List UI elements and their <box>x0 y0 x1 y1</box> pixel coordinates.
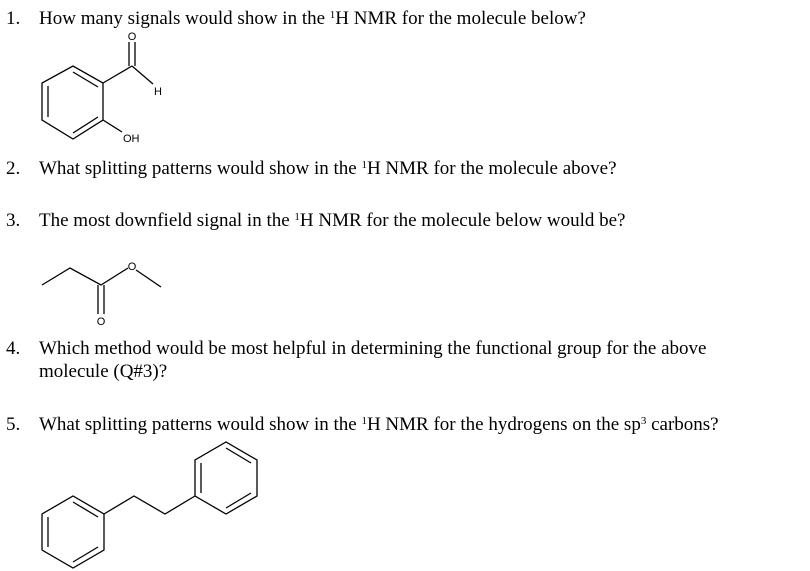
ester-oxygen-label: O <box>127 261 137 273</box>
benzene-ring <box>42 66 103 139</box>
ring-inner-bond <box>73 502 98 517</box>
ester-structure <box>42 261 161 328</box>
ring-inner-bond <box>73 547 98 562</box>
question-text-end: H NMR for the molecule below? <box>335 8 586 29</box>
hydrogen-label: H <box>154 86 162 98</box>
question-number: 1. <box>6 8 21 29</box>
superscript: 1 <box>294 211 300 223</box>
bond-ring-to-oh <box>103 120 122 132</box>
question-text-start: What splitting patterns would show in the <box>39 158 362 179</box>
question-text-line1: Which method would be most helpful in determining the functional group for the above <box>39 338 707 359</box>
superscript-3: 3 <box>640 415 647 427</box>
bibenzyl-structure <box>42 442 257 568</box>
question-number: 2. <box>6 158 21 179</box>
question-text-start: How many signals would show in the <box>39 8 330 29</box>
question-text-start: The most downfield signal in the <box>39 210 295 231</box>
superscript: 1 <box>361 415 367 427</box>
superscript: 1 <box>329 9 336 21</box>
benzene-ring-right <box>195 442 257 514</box>
benzene-ring-left <box>42 496 104 568</box>
carbon-chain <box>42 268 128 285</box>
bond-o-methyl <box>136 270 161 287</box>
oxygen-label: O <box>127 31 137 43</box>
salicylaldehyde-structure <box>42 31 162 145</box>
question-number: 5. <box>6 414 21 435</box>
question-text-mid: H NMR for the hydrogens on the sp <box>366 414 641 435</box>
ethylene-bridge <box>104 496 195 514</box>
question-number: 3. <box>6 210 21 231</box>
ring-inner-bond <box>226 448 251 463</box>
carbonyl-oxygen-label: O <box>96 316 106 328</box>
superscript: 1 <box>361 159 367 171</box>
ring-inner-bond <box>73 72 98 87</box>
question-text-end: H NMR for the molecule below would be? <box>299 210 626 231</box>
bond-c-h <box>132 66 153 84</box>
question-text-start: What splitting patterns would show in the <box>39 414 362 435</box>
question-text-end: H NMR for the molecule above? <box>366 158 617 179</box>
question-number: 4. <box>6 338 21 359</box>
ring-inner-bond <box>226 493 251 508</box>
hydroxyl-label: OH <box>123 133 140 145</box>
bond-ring-to-cho <box>103 66 132 83</box>
question-text-line2: molecule (Q#3)? <box>39 361 168 382</box>
question-text-end: carbons? <box>646 414 719 435</box>
